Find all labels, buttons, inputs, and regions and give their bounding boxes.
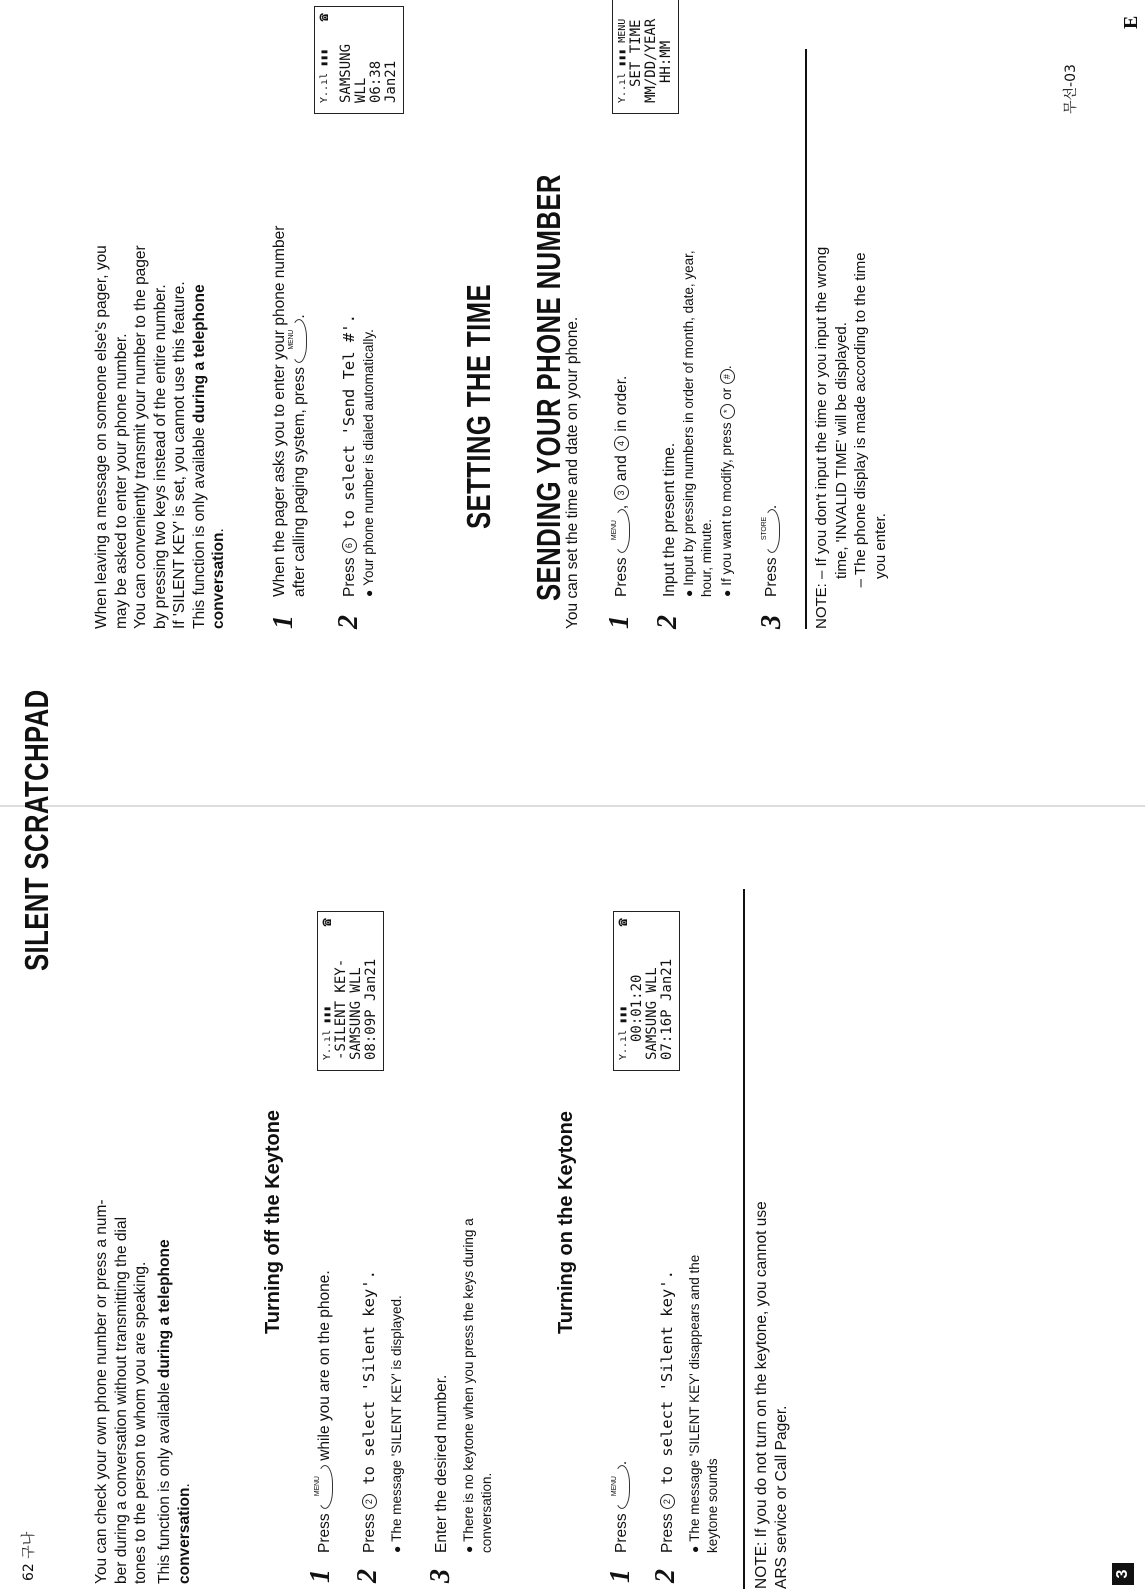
on-step2-bullet: ● The message 'SILENT KEY' disappears and the keytone sounds	[686, 1113, 721, 1553]
key-2-icon: 2	[362, 1494, 377, 1509]
off-step2-number: 2	[352, 1569, 383, 1583]
off-step3-number: 3	[425, 1569, 456, 1583]
lcd-keytone-on	[613, 911, 680, 1071]
lcd-indicators: Y..ıl ▮▮▮	[322, 1005, 333, 1060]
lcd-line: HH:MM	[658, 40, 674, 83]
time-step2: Input the present time.	[661, 442, 678, 597]
time-step1: Press MENU , 3 and 4 in order.	[610, 375, 630, 597]
lcd-line: 07:16P Jan21	[659, 958, 675, 1060]
lcd-set-time	[612, 0, 679, 114]
key-star-icon: *	[720, 404, 735, 419]
on-step2: Press 2 to select 'Silent key'.	[658, 1270, 676, 1553]
sending-intro: When leaving a message on someone else's pager, you may be asked to enter your phone number. You can conveniently transmit your number to the pager by pressing two keys instead of the entire number. If 'SILENT KEY' is set, you cannot use this feature. This function is only available during a telephone conversation.	[93, 245, 227, 629]
send-step2-bullet: ● Your phone number is dialed automatically.	[360, 329, 378, 597]
lcd-indicators: Y..ıl ▮▮▮ MENU	[617, 18, 628, 103]
store-key-icon: STORE	[764, 509, 780, 553]
time-step2-bullet-modify: ● If you want to modify, press * or #.	[718, 365, 736, 597]
right-corner-mark: E	[1120, 15, 1142, 29]
handset-icon: ☎	[319, 918, 335, 927]
lcd-line: SAMSUNG WLL	[338, 43, 369, 103]
menu-key-icon: MENU	[614, 509, 630, 553]
sending-phone-number-title: SENDING YOUR PHONE NUMBER	[530, 174, 567, 601]
time-step2-bullet: ● Input by pressing numbers in order of month, date, year, hour, minute.	[680, 137, 715, 597]
off-step2: Press 2 to select 'Silent key'.	[360, 1270, 378, 1553]
key-6-icon: 6	[342, 538, 357, 553]
on-step1: Press MENU .	[610, 1460, 630, 1553]
time-step2-number: 2	[652, 615, 683, 629]
lcd-indicators: Y..ıl ▮▮▮	[618, 1005, 629, 1060]
handset-icon: ☎	[316, 13, 332, 22]
right-page-number: 무선-03	[1063, 64, 1079, 114]
off-step2-bullet: ● The message 'SILENT KEY' is displayed.	[388, 1295, 406, 1553]
key-4-icon: 4	[614, 436, 629, 451]
lcd-line: SAMSUNG WLL	[644, 967, 660, 1060]
handset-icon: ☎	[615, 918, 631, 927]
menu-key-icon: MENU	[317, 1465, 333, 1509]
silent-intro-1: You can check your own phone number or press a num- ber during a conversation without transmitting the dial tones to the person to whom you are speaking.	[93, 1199, 149, 1584]
off-step3: Enter the desired number.	[433, 1374, 450, 1553]
time-intro: You can set the time and date on your phone.	[564, 316, 581, 629]
lcd-line: SAMSUNG WLL	[348, 967, 364, 1060]
silent-intro-2: This function is only available during a telephone conversation.	[156, 1239, 193, 1584]
send-step2-number: 2	[333, 615, 364, 629]
menu-key-icon: MENU	[291, 319, 307, 363]
key-3-icon: 3	[614, 485, 629, 500]
time-step3-number: 3	[756, 615, 787, 629]
left-corner-mark: 3	[1112, 1563, 1134, 1585]
left-note-rule	[743, 889, 745, 1589]
silent-scratchpad-title: SILENT SCRATCHPAD	[18, 689, 55, 971]
send-step2: Press 6 to select 'Send Tel #'.	[340, 314, 358, 597]
lcd-line: 06:38 Jan21	[368, 60, 399, 103]
time-step1-number: 1	[604, 615, 635, 629]
off-step3-bullet: ● There is no keytone when you press the keys during a conversation.	[460, 1133, 495, 1553]
left-note: NOTE: If you do not turn on the keytone, you cannot use ARS service or Call Pager.	[753, 1201, 790, 1589]
lcd-indicators: Y..ıl ▮▮▮	[319, 48, 330, 103]
send-step1: When the pager asks you to enter your phone number after calling paging system, press MENU .	[271, 225, 308, 597]
time-step3: Press STORE .	[760, 504, 780, 597]
lcd-silent-key	[317, 911, 384, 1071]
turning-off-heading: Turning off the Keytone	[262, 1109, 284, 1334]
lcd-line: -SILENT KEY-	[333, 958, 349, 1060]
lcd-line: SET TIME	[628, 19, 644, 87]
key-hash-icon: #	[720, 369, 735, 384]
page-fold	[0, 805, 1145, 807]
send-step1-number: 1	[268, 615, 299, 629]
left-page-number: 62 구나	[21, 1531, 37, 1581]
turning-on-heading: Turning on the Keytone	[555, 1111, 577, 1334]
lcd-samsung-wll	[314, 6, 404, 114]
lcd-line: MM/DD/YEAR	[643, 18, 659, 103]
lcd-line: 00:01:20	[629, 974, 645, 1042]
key-2-icon: 2	[660, 1494, 675, 1509]
on-step2-number: 2	[650, 1569, 681, 1583]
lcd-line: 08:09P Jan21	[363, 958, 379, 1060]
setting-time-title: SETTING THE TIME	[460, 283, 497, 529]
on-step1-number: 1	[605, 1569, 636, 1583]
off-step1: Press MENU while you are on the phone.	[313, 1270, 333, 1553]
off-step1-number: 1	[305, 1569, 336, 1583]
menu-key-icon: MENU	[614, 1465, 630, 1509]
right-note-rule	[805, 49, 807, 629]
time-note: NOTE: – If you don't input the time or you input the wrong time, 'INVALID TIME' will be displayed. – The phone display is made according to the time you enter.	[813, 246, 889, 629]
